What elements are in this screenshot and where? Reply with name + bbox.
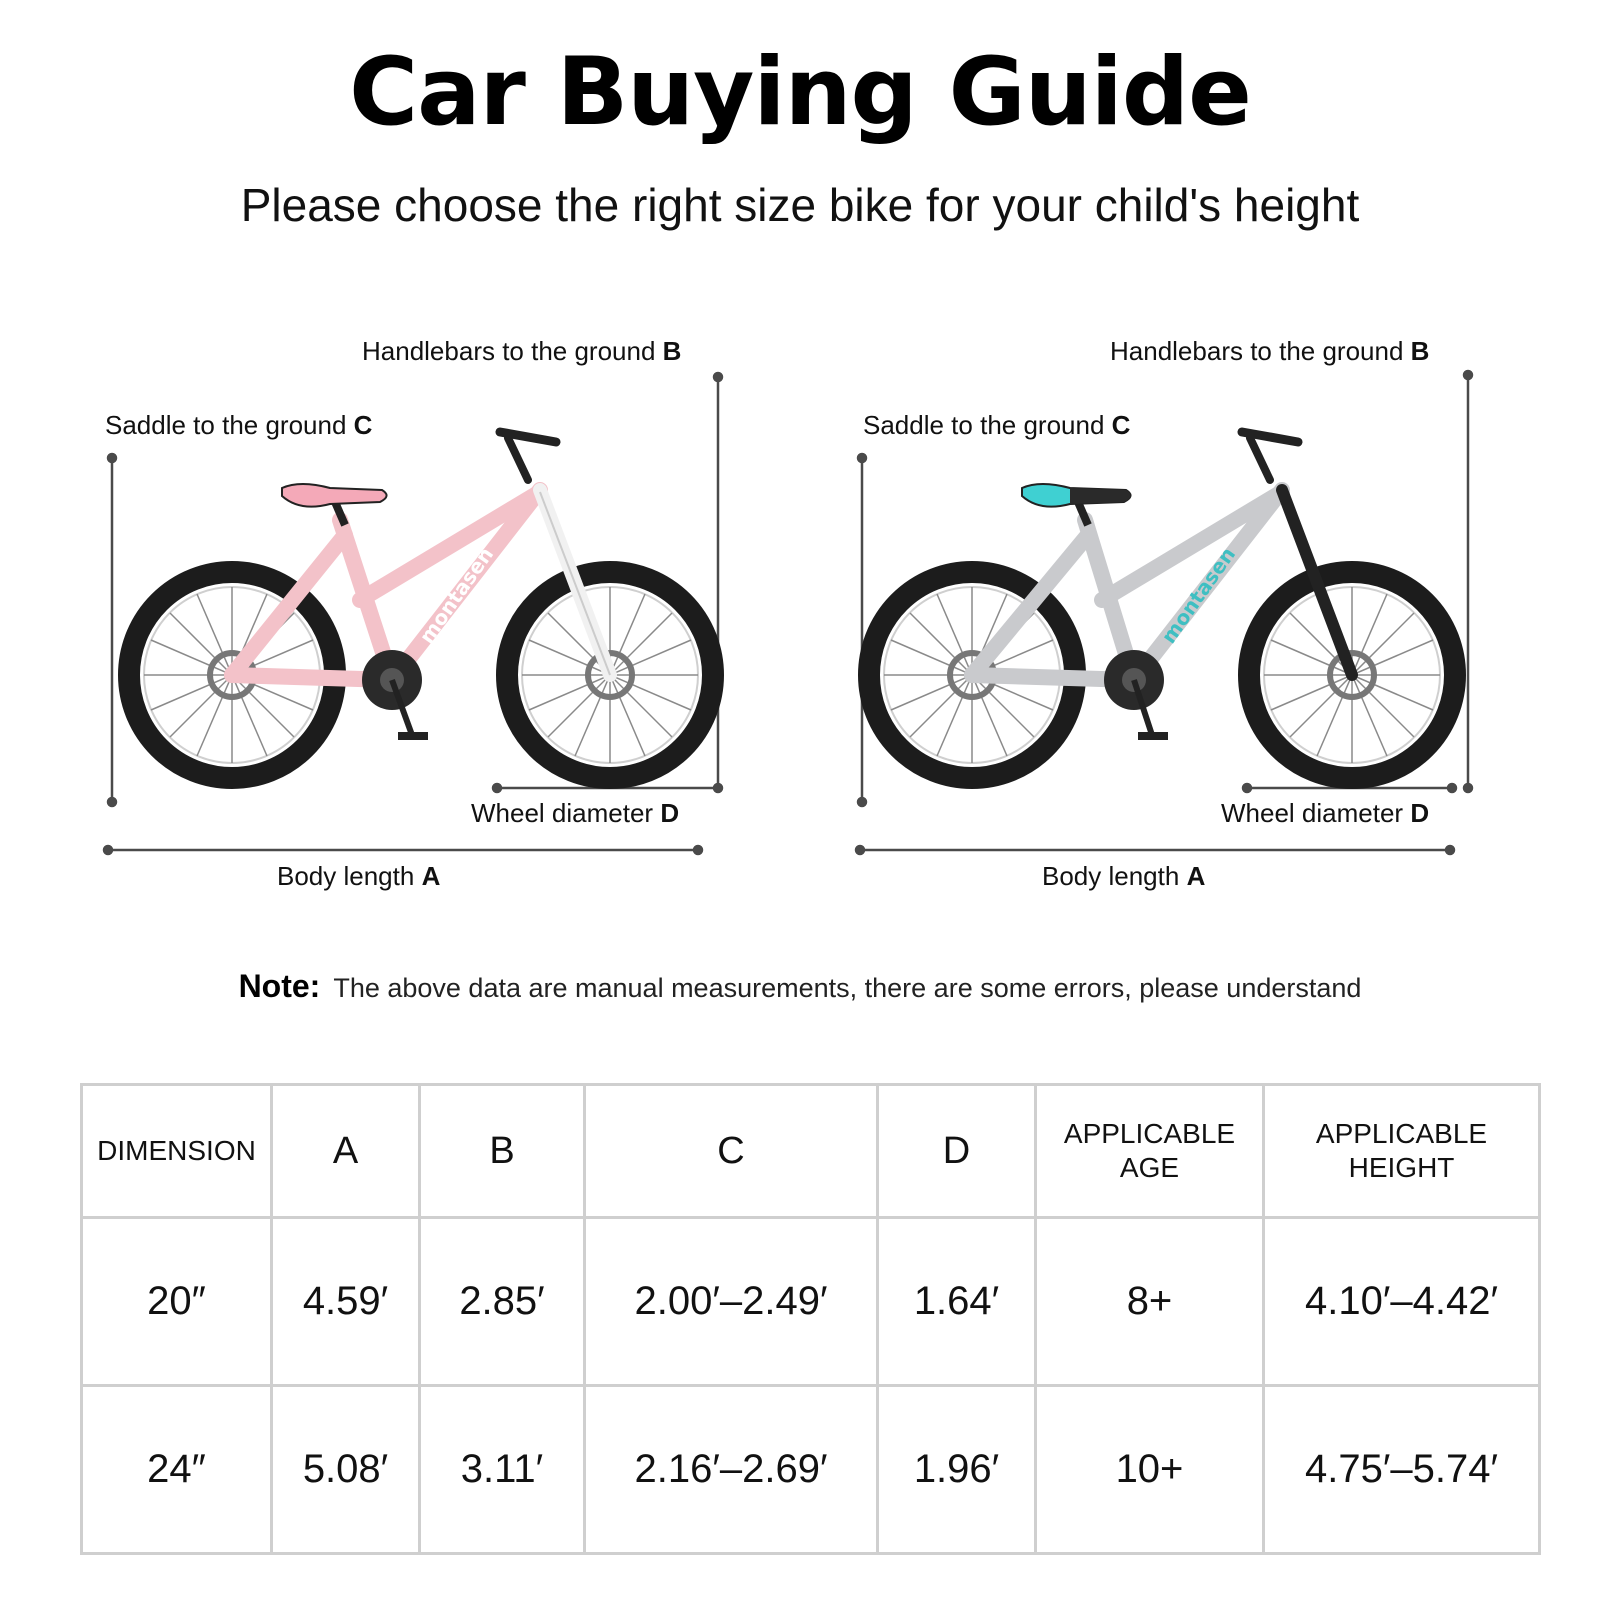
label-handlebars: Handlebars to the ground B bbox=[1110, 336, 1430, 366]
size-table bbox=[80, 1083, 1541, 1555]
label-saddle: Saddle to the ground C bbox=[105, 410, 373, 440]
cell-dimension: 24″ bbox=[82, 1386, 272, 1554]
cell-a: 5.08′ bbox=[272, 1386, 420, 1554]
header-dimension: DIMENSION bbox=[82, 1085, 272, 1218]
cell-c: 2.16′–2.69′ bbox=[585, 1386, 878, 1554]
cell-d: 1.64′ bbox=[878, 1218, 1036, 1386]
bike-brand: montasen bbox=[1156, 542, 1241, 648]
cell-age: 8+ bbox=[1036, 1218, 1264, 1386]
label-body: Body length A bbox=[1042, 861, 1206, 891]
measurement-note bbox=[0, 968, 1600, 1005]
table-header-row bbox=[82, 1085, 1540, 1218]
bike-brand: montasen bbox=[414, 542, 499, 648]
header-c: C bbox=[585, 1085, 878, 1218]
label-saddle: Saddle to the ground C bbox=[863, 410, 1131, 440]
cell-height: 4.75′–5.74′ bbox=[1264, 1386, 1540, 1554]
cell-age: 10+ bbox=[1036, 1386, 1264, 1554]
bike-diagram-silver bbox=[800, 320, 1600, 920]
note-text: The above data are manual measurements, there are some errors, please understand bbox=[333, 973, 1362, 1003]
table-row bbox=[82, 1386, 1540, 1554]
page-title: Car Buying Guide bbox=[349, 38, 1251, 147]
cell-dimension: 20″ bbox=[82, 1218, 272, 1386]
cell-a: 4.59′ bbox=[272, 1218, 420, 1386]
cell-b: 2.85′ bbox=[420, 1218, 585, 1386]
label-wheel: Wheel diameter D bbox=[1221, 798, 1430, 828]
label-handlebars: Handlebars to the ground B bbox=[362, 336, 682, 366]
header-a: A bbox=[272, 1085, 420, 1218]
page-subtitle: Please choose the right size bike for your child's height bbox=[240, 179, 1360, 231]
header-applicable-age: APPLICABLE AGE bbox=[1036, 1085, 1264, 1218]
header-applicable-height: APPLICABLE HEIGHT bbox=[1264, 1085, 1540, 1218]
bike-diagram-pink bbox=[0, 320, 800, 920]
cell-b: 3.11′ bbox=[420, 1386, 585, 1554]
label-body: Body length A bbox=[277, 861, 441, 891]
header-d: D bbox=[878, 1085, 1036, 1218]
table-row bbox=[82, 1218, 1540, 1386]
cell-c: 2.00′–2.49′ bbox=[585, 1218, 878, 1386]
header-b: B bbox=[420, 1085, 585, 1218]
cell-d: 1.96′ bbox=[878, 1386, 1036, 1554]
note-label: Note: bbox=[238, 968, 321, 1004]
cell-height: 4.10′–4.42′ bbox=[1264, 1218, 1540, 1386]
label-wheel: Wheel diameter D bbox=[471, 798, 680, 828]
